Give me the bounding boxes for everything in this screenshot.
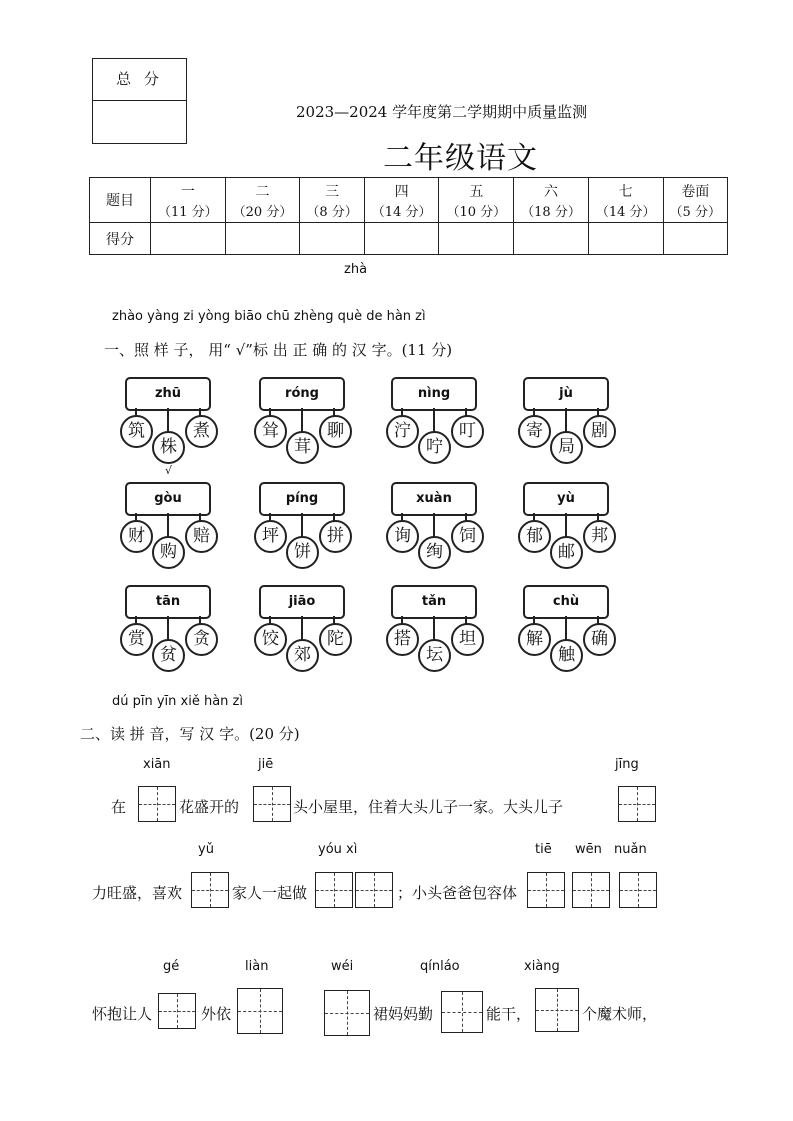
char-group [386,375,486,465]
score-cell[interactable] [514,223,589,255]
pinyin-box: gòu [125,482,211,516]
col-5: 五 （10 分） [439,178,514,223]
write-box[interactable] [441,991,483,1033]
char-option[interactable]: 贫 [152,639,185,672]
line3-text-2: 外依 [201,1005,232,1023]
score-cell[interactable] [300,223,364,255]
char-group [518,375,618,465]
pinyin-box: yù [523,482,609,516]
char-group [120,375,220,477]
score-cell[interactable] [364,223,439,255]
char-group [254,583,354,673]
char-option[interactable]: 陀 [319,623,352,656]
char-group [254,375,354,465]
pinyin-box: róng [259,377,345,411]
char-option[interactable]: 郊 [286,639,319,672]
pinyin-lian: liàn [245,959,269,974]
char-option[interactable]: 株 [152,431,185,464]
char-option[interactable]: 邮 [550,536,583,569]
char-option[interactable]: 坪 [254,520,287,553]
exam-title: 2023—2024 学年度第二学期期中质量监测 [296,103,588,121]
pinyin-box: nìng [391,377,477,411]
write-box[interactable] [618,786,656,822]
line1-text-2: 花盛开的 [179,798,240,816]
row-label-score: 得分 [90,223,151,255]
char-option[interactable]: 咛 [418,431,451,464]
pinyin-qinlao: qínláo [420,959,460,974]
total-score-box [92,58,187,144]
write-box[interactable] [315,872,353,908]
char-option[interactable]: 寄 [518,415,551,448]
pinyin-jie: jiē [258,757,274,772]
score-cell[interactable] [225,223,300,255]
char-option[interactable]: 贪 [185,623,218,656]
line3-text-5: 个魔术师， [582,1005,658,1023]
char-option[interactable]: 解 [518,623,551,656]
char-option[interactable]: 饼 [286,536,319,569]
pinyin-tie: tiē [535,842,552,857]
pinyin-xian: xiān [143,757,171,772]
char-group [518,583,618,673]
char-option[interactable]: 赔 [185,520,218,553]
col-2: 二 （20 分） [225,178,300,223]
write-box[interactable] [619,872,657,908]
col-7: 七 （14 分） [588,178,663,223]
char-option[interactable]: 邦 [583,520,616,553]
line2-text-3: ；小头爸爸包容体 [397,884,518,902]
pinyin-ge: gé [163,959,180,974]
col-6: 六 （18 分） [514,178,589,223]
total-score-label: 总 分 [93,59,186,101]
write-box[interactable] [572,872,610,908]
line1-text-3: 头小屋里，住着大头儿子一家。大头儿子 [293,798,564,816]
char-group [120,583,220,673]
write-box[interactable] [237,988,283,1034]
char-option[interactable]: 绚 [418,536,451,569]
char-option[interactable]: 煮 [185,415,218,448]
line1-text-1: 在 [111,798,127,816]
char-option[interactable]: 搭 [386,623,419,656]
pinyin-box: chù [523,585,609,619]
score-cell[interactable] [439,223,514,255]
line3-text-1: 怀抱让人 [92,1005,153,1023]
col-8: 卷面 （5 分） [663,178,728,223]
pinyin-box: píng [259,482,345,516]
pinyin-yu: yǔ [198,842,214,857]
pinyin-box: zhū [125,377,211,411]
write-box[interactable] [138,786,176,822]
example-tick: √ [165,464,173,477]
pinyin-box: tān [125,585,211,619]
char-option[interactable]: 饺 [254,623,287,656]
char-group [386,480,486,570]
write-box[interactable] [527,872,565,908]
char-option[interactable]: 拼 [319,520,352,553]
char-option[interactable]: 财 [120,520,153,553]
write-box[interactable] [158,993,196,1029]
char-group [254,480,354,570]
char-option[interactable]: 询 [386,520,419,553]
col-4: 四 （14 分） [364,178,439,223]
pinyin-xiang: xiàng [524,959,560,974]
char-option[interactable]: 叮 [451,415,484,448]
write-box[interactable] [253,786,291,822]
pinyin-nuan: nuǎn [614,842,647,857]
char-group [120,480,220,570]
pinyin-box: tǎn [391,585,477,619]
char-option[interactable]: 聊 [319,415,352,448]
pinyin-youxi: yóu xì [318,842,358,857]
char-option[interactable]: 耸 [254,415,287,448]
write-box[interactable] [355,872,393,908]
char-option[interactable]: 泞 [386,415,419,448]
section2-instruction-pinyin: dú pīn yīn xiě hàn zì [112,694,243,709]
hint-pinyin: zhà [344,262,368,277]
line2-text-2: 家人一起做 [232,884,308,902]
char-option[interactable]: 饲 [451,520,484,553]
write-box[interactable] [535,988,579,1032]
pinyin-jing: jīng [615,757,639,772]
char-option[interactable]: 茸 [286,431,319,464]
char-group [518,480,618,570]
pinyin-box: xuàn [391,482,477,516]
char-option[interactable]: 郁 [518,520,551,553]
subject-title: 二年级语文 [383,141,538,176]
char-option[interactable]: 筑 [120,415,153,448]
pinyin-wei: wéi [331,959,354,974]
write-box[interactable] [191,872,229,908]
row-label-questions: 题目 [90,178,151,223]
score-cell[interactable] [663,223,728,255]
line3-text-3: 裙妈妈勤 [373,1005,434,1023]
char-option[interactable]: 局 [550,431,583,464]
col-3: 三 （8 分） [300,178,364,223]
char-option[interactable]: 购 [152,536,185,569]
line3-text-4: 能干， [486,1005,532,1023]
char-option[interactable]: 确 [583,623,616,656]
score-cell[interactable] [151,223,226,255]
char-option[interactable]: 坦 [451,623,484,656]
section1-instruction-pinyin: zhào yàng zi yòng biāo chū zhèng què de hàn zì [112,309,426,324]
pinyin-box: jiāo [259,585,345,619]
score-table [89,177,728,255]
pinyin-box: jù [523,377,609,411]
score-cell[interactable] [588,223,663,255]
char-option[interactable]: 赏 [120,623,153,656]
col-1: 一 （11 分） [151,178,226,223]
pinyin-wen: wēn [575,842,602,857]
section2-title: 二、读 拼 音，写 汉 字。(20 分) [80,725,300,743]
section1-title: 一、照 样 子， 用“ √”标 出 正 确 的 汉 字。(11 分) [104,341,453,359]
char-option[interactable]: 剧 [583,415,616,448]
char-option[interactable]: 触 [550,639,583,672]
line2-text-1: 力旺盛，喜欢 [92,884,183,902]
write-box[interactable] [324,990,370,1036]
char-option[interactable]: 坛 [418,639,451,672]
char-group [386,583,486,673]
